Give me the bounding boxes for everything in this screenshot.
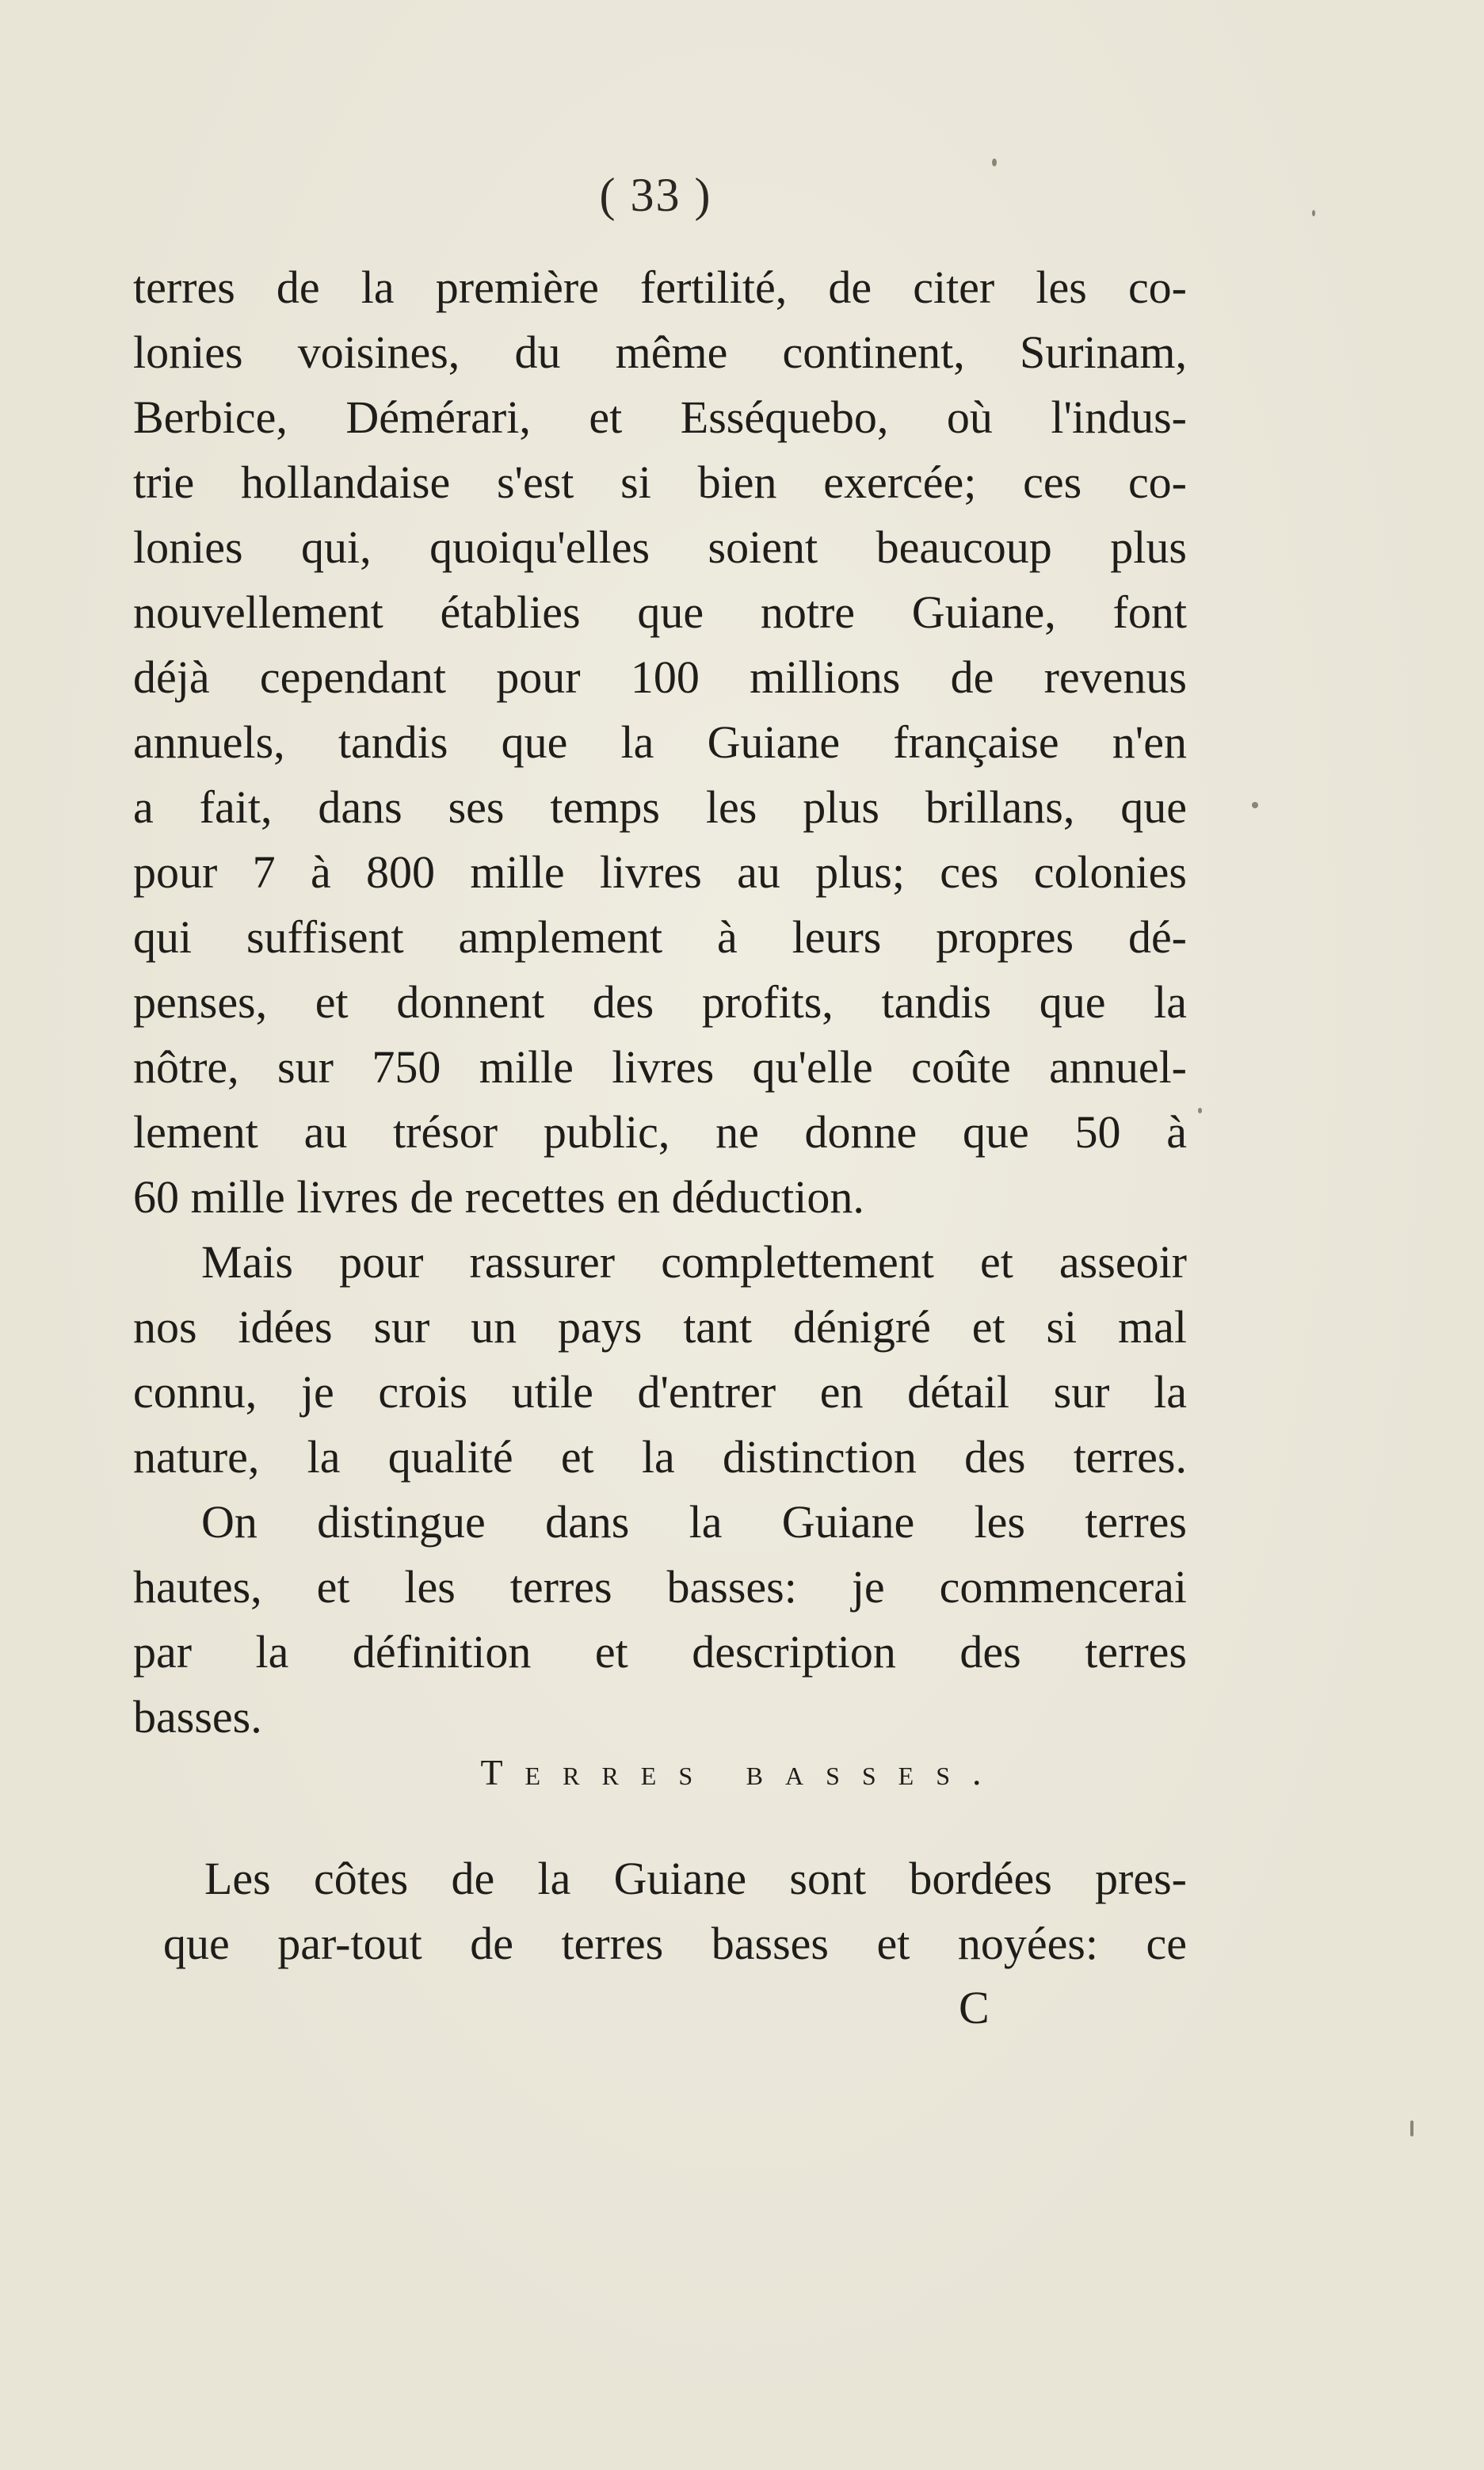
text-line: lement au trésor public, ne donne que 50 à — [133, 1106, 1187, 1158]
paper-speck — [1198, 1108, 1202, 1113]
text-line: On distingue dans la Guiane les terres — [201, 1496, 1187, 1548]
text-line: qui suffisent amplement à leurs propres dé- — [133, 911, 1187, 963]
text-line: nouvellement établies que notre Guiane, font — [133, 586, 1187, 638]
text-line: par la définition et description des terres — [133, 1626, 1187, 1678]
paper-speck — [1252, 802, 1258, 808]
text-line: lonies voisines, du même continent, Surinam, — [133, 326, 1187, 378]
text-line: nôtre, sur 750 mille livres qu'elle coûte annuel- — [133, 1041, 1187, 1093]
paper-speck — [992, 158, 997, 166]
text-line: hautes, et les terres basses: je commencerai — [133, 1561, 1187, 1613]
text-line: Les côtes de la Guiane sont bordées pres- — [204, 1853, 1187, 1904]
text-line: terres de la première fertilité, de citer les co- — [133, 262, 1187, 313]
text-line: pour 7 à 800 mille livres au plus; ces colonies — [133, 846, 1187, 898]
paper-speck — [1410, 2121, 1413, 2136]
page-number: ( 33 ) — [599, 169, 712, 221]
text-line: Mais pour rassurer complettement et asseoir — [201, 1236, 1187, 1288]
text-line: annuels, tandis que la Guiane française n'en — [133, 716, 1187, 768]
signature-mark: C — [959, 1982, 990, 2033]
text-line: déjà cependant pour 100 millions de revenus — [133, 651, 1187, 703]
text-line: basses. — [133, 1691, 262, 1743]
text-line: nature, la qualité et la distinction des terres. — [133, 1431, 1187, 1483]
text-line: nos idées sur un pays tant dénigré et si mal — [133, 1301, 1187, 1353]
text-line: penses, et donnent des profits, tandis que la — [133, 976, 1187, 1028]
section-heading — [0, 1751, 1484, 1793]
text-line: 60 mille livres de recettes en déduction. — [133, 1171, 864, 1223]
text-line: trie hollandaise s'est si bien exercée; ces co- — [133, 456, 1187, 508]
body-text-lower — [163, 1846, 1187, 1976]
text-line: que par-tout de terres basses et noyées: ce — [163, 1918, 1187, 1969]
text-line: a fait, dans ses temps les plus brillans, que — [133, 781, 1187, 833]
body-text-upper — [133, 255, 1187, 1750]
paper-speck — [1312, 210, 1315, 216]
text-line: connu, je crois utile d'entrer en détail sur la — [133, 1366, 1187, 1418]
text-line: Berbice, Démérari, et Esséquebo, où l'indus- — [133, 391, 1187, 443]
section-heading-text: Terres basses. — [480, 1752, 1004, 1792]
text-line: lonies qui, quoiqu'elles soient beaucoup plus — [133, 521, 1187, 573]
